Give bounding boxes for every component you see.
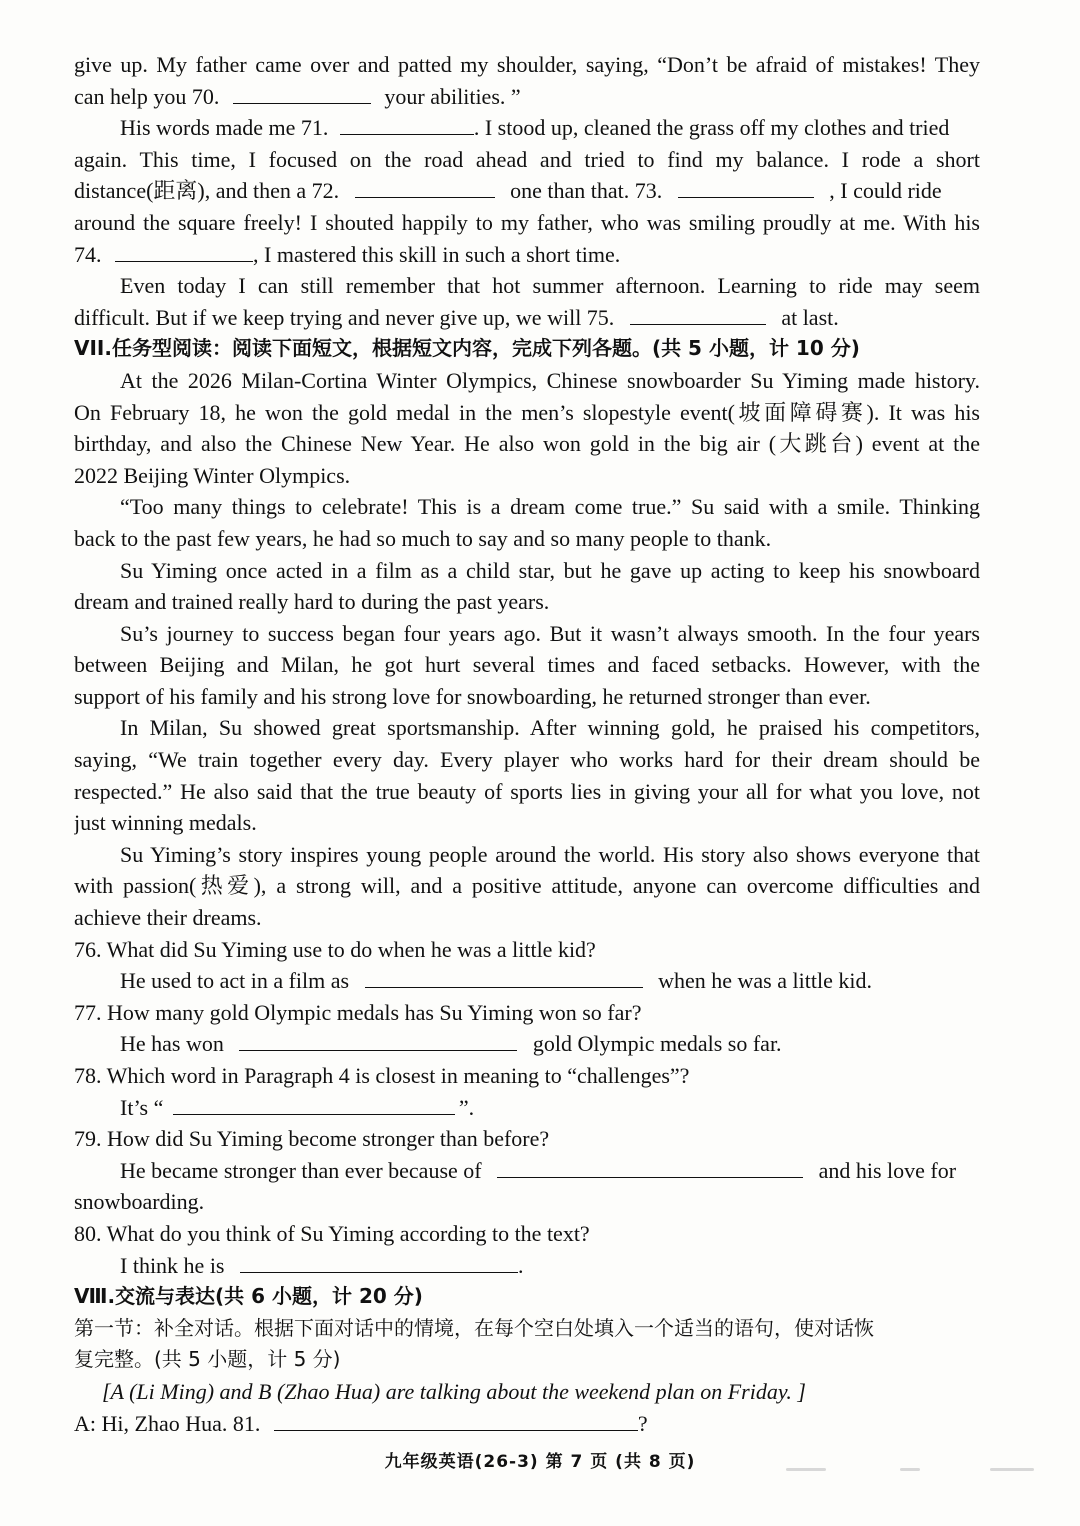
cloze-line: His words made me 71. . I stood up, cleaned the grass off my clothes and tried: [120, 115, 950, 141]
passage-line: between Beijing and Milan, he got hurt several times and faced setbacks. However, with the: [74, 652, 980, 678]
passage-line: saying, “We train together every day. Every player who works hard for their dream should be: [74, 747, 980, 773]
passage-line: “Too many things to celebrate! This is a dream come true.” Su said with a smile. Thinking: [120, 494, 980, 520]
question-77: 77. How many gold Olympic medals has Su Yiming won so far?: [74, 999, 642, 1025]
cloze-line: again. This time, I focused on the road ahead and tried to find my balance. I rode a short: [74, 146, 980, 172]
passage-line: In Milan, Su showed great sportsmanship. After winning gold, he praised his competitors,: [120, 715, 980, 741]
passage-line: 2022 Beijing Winter Olympics.: [74, 462, 351, 488]
instruction-line: 第一节：补全对话。根据下面对话中的情境，在每个空白处填入一个适当的语句，使对话恢: [74, 1315, 874, 1340]
cloze-line: 74. , I mastered this skill in such a short time.: [74, 241, 621, 267]
scan-smudge: [900, 1468, 920, 1471]
passage-line: dream and trained really hard to during the past years.: [74, 589, 550, 615]
answer-line-79-cont: snowboarding.: [74, 1189, 205, 1215]
answer-blank-76[interactable]: [365, 967, 643, 988]
cloze-line: difficult. But if we keep trying and never give up, we will 75. at last.: [74, 304, 839, 330]
answer-blank-73[interactable]: [678, 177, 814, 198]
answer-blank-75[interactable]: [630, 304, 766, 325]
cloze-line: distance(距离), and then a 72. one than that. 73. , I could ride: [74, 178, 942, 204]
answer-blank-80[interactable]: [240, 1252, 518, 1273]
passage-line: birthday, and also the Chinese New Year. He also won gold in the big air (大跳台) event at the: [74, 431, 980, 457]
cloze-line: around the square freely! I shouted happily to my father, who was smiling proudly at me. With his: [74, 209, 980, 235]
passage-line: Su Yiming’s story inspires young people around the world. His story also shows everyone that: [120, 841, 980, 867]
question-79: 79. How did Su Yiming become stronger than before?: [74, 1126, 550, 1152]
cloze-line: can help you 70. your abilities. ”: [74, 83, 521, 109]
passage-line: Su Yiming once acted in a film as a child star, but he gave up acting to keep his snowboard: [120, 557, 980, 583]
passage-line: support of his family and his strong love for snowboarding, he returned stronger than ever.: [74, 683, 871, 709]
answer-blank-81[interactable]: [274, 1410, 638, 1431]
passage-line: Su’s journey to success began four years ago. But it wasn’t always smooth. In the four years: [120, 620, 980, 646]
passage-line: with passion(热爱), a strong will, and a positive attitude, anyone can overcome difficulties and: [74, 873, 980, 899]
question-80: 80. What do you think of Su Yiming according to the text?: [74, 1220, 590, 1246]
passage-line: On February 18, he won the gold medal in the men’s slopestyle event(坡面障碍赛). It was his: [74, 399, 980, 425]
answer-line-80: I think he is .: [120, 1252, 524, 1278]
answer-blank-79[interactable]: [497, 1157, 803, 1178]
answer-blank-77[interactable]: [239, 1030, 517, 1051]
cloze-line: Even today I can still remember that hot summer afternoon. Learning to ride may seem: [120, 273, 980, 299]
dialogue-line-81: A: Hi, Zhao Hua. 81. ?: [74, 1410, 648, 1436]
answer-blank-71[interactable]: [340, 114, 474, 135]
question-76: 76. What did Su Yiming use to do when he was a little kid?: [74, 936, 596, 962]
passage-line: At the 2026 Milan-Cortina Winter Olympics, Chinese snowboarder Su Yiming made history.: [120, 367, 980, 393]
scan-smudge: [990, 1468, 1034, 1471]
passage-line: respected.” He also said that the true beauty of sports lies in giving your all for what you love, not: [74, 778, 980, 804]
scan-smudge: [786, 1468, 826, 1471]
answer-blank-74[interactable]: [115, 241, 253, 262]
answer-line-78: It’s “ ”.: [120, 1094, 475, 1120]
passage-line: achieve their dreams.: [74, 905, 262, 931]
answer-line-79: He became stronger than ever because of and his love for: [120, 1157, 957, 1183]
passage-line: back to the past few years, he had so much to say and so many people to thank.: [74, 525, 772, 551]
answer-line-77: He has won gold Olympic medals so far.: [120, 1031, 782, 1057]
instruction-line: 复完整。(共 5 小题，计 5 分): [74, 1347, 341, 1372]
cloze-line: give up. My father came over and patted my shoulder, saying, “Don’t be afraid of mistakes! They: [74, 52, 980, 77]
section-heading: Ⅷ.交流与表达(共 6 小题，计 20 分): [74, 1284, 423, 1309]
answer-blank-72[interactable]: [355, 177, 495, 198]
page-footer: 九年级英语(26-3) 第 7 页 (共 8 页): [384, 1452, 696, 1472]
question-78: 78. Which word in Paragraph 4 is closest in meaning to “challenges”?: [74, 1063, 690, 1088]
answer-line-76: He used to act in a film as when he was a little kid.: [120, 968, 872, 994]
answer-blank-78[interactable]: [173, 1094, 455, 1115]
passage-line: just winning medals.: [74, 810, 257, 836]
section-heading: VII.任务型阅读：阅读下面短文，根据短文内容，完成下列各题。(共 5 小题，计 10 分): [74, 336, 860, 361]
answer-blank-70[interactable]: [233, 83, 371, 104]
dialogue-context: [A (Li Ming) and B (Zhao Hua) are talking about the weekend plan on Friday. ]: [102, 1378, 806, 1404]
